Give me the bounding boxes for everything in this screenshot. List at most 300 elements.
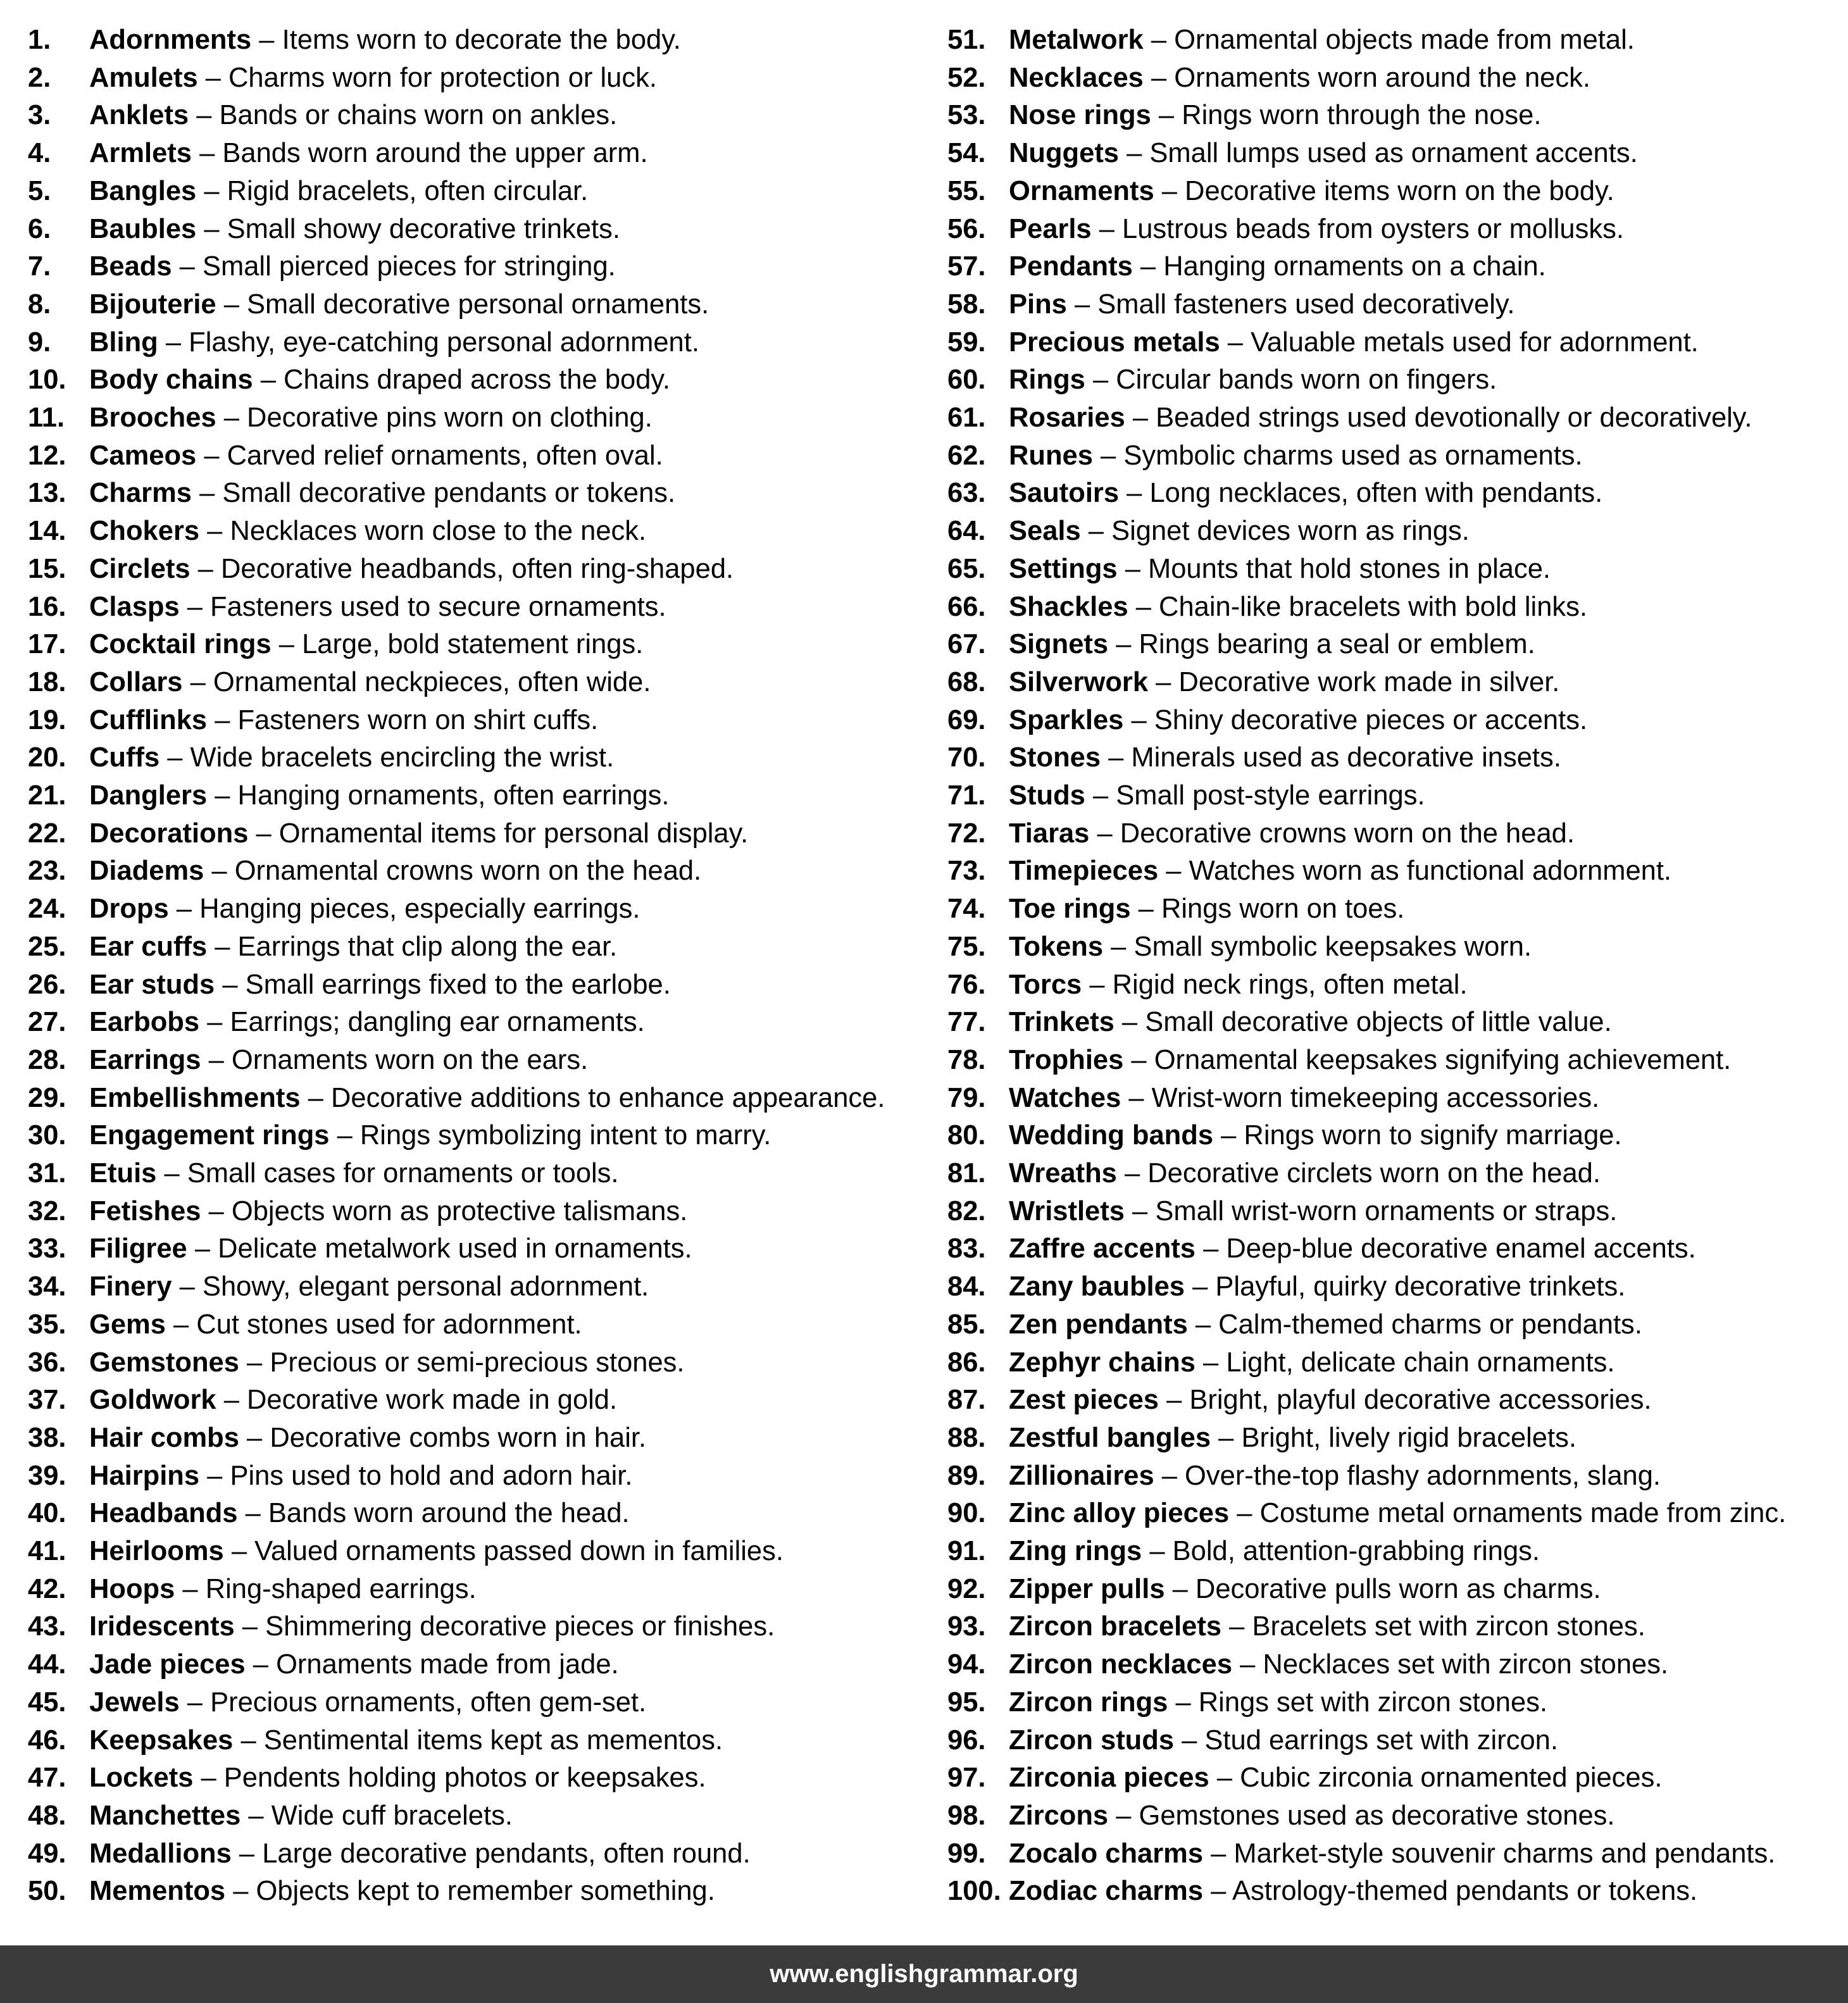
item-definition: Items worn to decorate the body. <box>282 25 681 55</box>
item-definition: Delicate metalwork used in ornaments. <box>218 1233 692 1264</box>
item-number: 12. <box>28 440 66 471</box>
item-number: 91. <box>947 1536 986 1566</box>
item-text <box>89 1041 588 1079</box>
item-text <box>89 512 646 550</box>
item-number: 13. <box>28 478 66 509</box>
item-separator: – <box>1211 1838 1227 1869</box>
item-separator: – <box>1161 175 1177 206</box>
item-text <box>1009 1079 1599 1117</box>
item-text <box>1009 739 1561 777</box>
item-definition: Long necklaces, often with pendants. <box>1149 478 1603 509</box>
item-number: 73. <box>947 856 986 887</box>
item-text <box>89 1154 619 1192</box>
item-separator: – <box>190 666 206 697</box>
item-number: 71. <box>947 780 986 811</box>
item-separator: – <box>176 894 192 925</box>
item-separator: – <box>164 1158 180 1189</box>
item-definition: Watches worn as functional adornment. <box>1189 856 1672 887</box>
item-term: Hairpins <box>89 1460 200 1491</box>
item-separator: – <box>1127 138 1142 169</box>
item-term: Cameos <box>89 440 197 471</box>
item-term: Tiaras <box>1009 818 1090 849</box>
item-number: 2. <box>28 62 51 93</box>
item-definition: Bold, attention-grabbing rings. <box>1172 1536 1540 1566</box>
item-term: Zillionaires <box>1009 1460 1154 1491</box>
item-term: Gems <box>89 1309 166 1340</box>
item-term: Hair combs <box>89 1422 239 1453</box>
item-text <box>1009 1268 1625 1306</box>
item-number: 66. <box>947 591 986 622</box>
item-definition: Decorative circlets worn on the head. <box>1147 1158 1601 1189</box>
item-number: 42. <box>28 1573 66 1604</box>
item-text <box>1009 247 1546 285</box>
item-term: Zircon bracelets <box>1009 1611 1222 1642</box>
item-definition: Precious ornaments, often gem-set. <box>210 1687 647 1718</box>
item-term: Charms <box>89 478 192 509</box>
item-number: 7. <box>28 251 51 282</box>
item-number: 52. <box>947 62 986 93</box>
item-separator: – <box>1156 666 1171 697</box>
item-number: 92. <box>947 1573 986 1604</box>
item-text <box>89 1381 617 1419</box>
item-number: 50. <box>28 1876 66 1907</box>
item-term: Rosaries <box>1009 402 1125 433</box>
item-number: 6. <box>28 213 51 244</box>
item-number: 90. <box>947 1498 986 1529</box>
footer-website-link[interactable]: www.englishgrammar.org <box>770 1960 1078 1988</box>
item-term: Zodiac charms <box>1009 1876 1204 1907</box>
item-separator: – <box>165 327 182 358</box>
item-separator: – <box>173 1309 189 1340</box>
item-number: 86. <box>947 1347 986 1378</box>
item-number: 27. <box>28 1007 66 1038</box>
item-term: Wreaths <box>1009 1158 1117 1189</box>
item-definition: Large, bold statement rings. <box>302 629 644 660</box>
item-term: Hoops <box>89 1573 175 1604</box>
item-separator: – <box>179 251 195 282</box>
item-definition: Mounts that hold stones in place. <box>1148 553 1551 584</box>
item-term: Zephyr chains <box>1009 1347 1196 1378</box>
item-separator: – <box>1097 818 1113 849</box>
item-term: Signets <box>1009 629 1109 660</box>
item-number: 34. <box>28 1271 66 1302</box>
item-number: 70. <box>947 742 986 773</box>
item-term: Iridescents <box>89 1611 235 1642</box>
item-definition: Bands worn around the head. <box>268 1498 630 1529</box>
item-text <box>1009 134 1638 172</box>
item-number: 19. <box>28 704 66 735</box>
item-definition: Ornamental crowns worn on the head. <box>234 856 702 887</box>
item-separator: – <box>187 591 203 622</box>
item-definition: Rings worn to signify marriage. <box>1244 1120 1622 1151</box>
item-number: 87. <box>947 1385 986 1416</box>
item-separator: – <box>1074 289 1090 320</box>
item-term: Wristlets <box>1009 1195 1125 1226</box>
item-number: 85. <box>947 1309 986 1340</box>
item-term: Silverwork <box>1009 666 1149 697</box>
item-text <box>1009 210 1624 248</box>
item-term: Bijouterie <box>89 289 216 320</box>
item-definition: Shimmering decorative pieces or finishes. <box>265 1611 775 1642</box>
item-number: 56. <box>947 213 986 244</box>
item-separator: – <box>1140 251 1156 282</box>
item-text <box>89 1721 723 1759</box>
item-separator: – <box>1127 478 1142 509</box>
item-number: 46. <box>28 1725 66 1756</box>
item-separator: – <box>1101 440 1116 471</box>
item-term: Etuis <box>89 1158 157 1189</box>
item-text <box>1009 285 1515 323</box>
item-number: 75. <box>947 931 986 962</box>
item-separator: – <box>259 25 275 55</box>
item-term: Medallions <box>89 1838 232 1869</box>
item-separator: – <box>167 742 183 773</box>
item-text <box>1009 1306 1642 1344</box>
item-separator: – <box>215 704 230 735</box>
item-text <box>89 1457 632 1495</box>
item-term: Baubles <box>89 213 197 244</box>
item-number: 58. <box>947 289 986 320</box>
item-definition: Rings bearing a seal or emblem. <box>1139 629 1535 660</box>
item-definition: Valuable metals used for adornment. <box>1251 327 1699 358</box>
item-number: 9. <box>28 327 51 358</box>
item-number: 89. <box>947 1460 986 1491</box>
item-text <box>89 966 671 1004</box>
item-definition: Deep-blue decorative enamel accents. <box>1226 1233 1696 1264</box>
item-separator: – <box>1116 1800 1132 1831</box>
item-text <box>89 474 675 512</box>
item-separator: – <box>204 213 220 244</box>
item-number: 36. <box>28 1347 66 1378</box>
item-separator: – <box>1158 100 1175 131</box>
item-text <box>1009 890 1404 928</box>
item-term: Filigree <box>89 1233 187 1264</box>
item-definition: Decorative work made in gold. <box>246 1385 618 1416</box>
item-number: 1. <box>28 25 51 55</box>
item-text <box>1009 323 1699 361</box>
item-number: 37. <box>28 1385 66 1416</box>
item-term: Headbands <box>89 1498 238 1529</box>
item-number: 83. <box>947 1233 986 1264</box>
item-text <box>1009 59 1590 97</box>
item-separator: – <box>1151 62 1167 93</box>
item-text <box>89 247 616 285</box>
item-term: Heirlooms <box>89 1536 224 1566</box>
item-number: 25. <box>28 931 66 962</box>
item-number: 60. <box>947 365 986 396</box>
item-separator: – <box>233 1876 249 1907</box>
item-number: 18. <box>28 666 66 697</box>
item-term: Toe rings <box>1009 894 1131 925</box>
item-separator: – <box>1161 1460 1177 1491</box>
item-text <box>1009 966 1468 1004</box>
item-term: Tokens <box>1009 931 1104 962</box>
item-text <box>89 1759 706 1797</box>
item-separator: – <box>1149 1536 1165 1566</box>
item-definition: Cut stones used for adornment. <box>196 1309 582 1340</box>
item-definition: Costume metal ornaments made from zinc. <box>1259 1498 1787 1529</box>
item-separator: – <box>204 175 220 206</box>
item-text <box>1009 777 1425 814</box>
item-text <box>1009 1607 1645 1645</box>
item-text <box>1009 21 1635 59</box>
item-number: 99. <box>947 1838 986 1869</box>
item-definition: Small wrist-worn ornaments or straps. <box>1155 1195 1618 1226</box>
item-number: 95. <box>947 1687 986 1718</box>
item-term: Zaffre accents <box>1009 1233 1196 1264</box>
item-definition: Showy, elegant personal adornment. <box>202 1271 649 1302</box>
item-text <box>89 890 640 928</box>
item-term: Fetishes <box>89 1195 201 1226</box>
item-term: Rings <box>1009 365 1085 396</box>
item-number: 31. <box>28 1158 66 1189</box>
item-text <box>89 361 670 399</box>
item-separator: – <box>253 1649 268 1680</box>
item-separator: – <box>1111 931 1127 962</box>
item-text <box>1009 852 1671 890</box>
item-text <box>89 1872 715 1910</box>
item-text <box>1009 437 1583 475</box>
item-definition: Large decorative pendants, often round. <box>262 1838 751 1869</box>
item-separator: – <box>223 1385 239 1416</box>
item-definition: Wide cuff bracelets. <box>271 1800 513 1831</box>
item-separator: – <box>1131 704 1147 735</box>
item-term: Nose rings <box>1009 100 1151 131</box>
item-definition: Charms worn for protection or luck. <box>228 62 657 93</box>
item-term: Metalwork <box>1009 25 1144 55</box>
item-text <box>89 1306 582 1344</box>
item-definition: Bands worn around the upper arm. <box>222 138 648 169</box>
item-definition: Calm-themed charms or pendants. <box>1218 1309 1642 1340</box>
item-text <box>89 1797 513 1835</box>
item-definition: Signet devices worn as rings. <box>1111 516 1470 547</box>
item-number: 14. <box>28 516 66 547</box>
item-text <box>1009 663 1559 701</box>
item-definition: Circular bands worn on fingers. <box>1116 365 1497 396</box>
item-separator: – <box>1211 1876 1227 1907</box>
item-separator: – <box>199 478 215 509</box>
item-term: Lockets <box>89 1763 194 1794</box>
item-separator: – <box>223 402 239 433</box>
item-separator: – <box>1227 327 1243 358</box>
item-term: Danglers <box>89 780 208 811</box>
item-number: 65. <box>947 553 986 584</box>
item-definition: Small cases for ornaments or tools. <box>187 1158 619 1189</box>
item-number: 69. <box>947 704 986 735</box>
item-text <box>1009 1494 1786 1532</box>
item-definition: Small fasteners used decoratively. <box>1097 289 1515 320</box>
item-definition: Small decorative personal ornaments. <box>247 289 709 320</box>
item-text <box>89 1116 771 1154</box>
item-number: 10. <box>28 365 66 396</box>
item-definition: Playful, quirky decorative trinkets. <box>1215 1271 1626 1302</box>
item-text <box>89 1192 687 1230</box>
item-number: 17. <box>28 629 66 660</box>
item-separator: – <box>208 1044 224 1075</box>
item-text <box>1009 1872 1697 1910</box>
item-separator: – <box>308 1082 323 1113</box>
item-separator: – <box>1221 1120 1237 1151</box>
item-definition: Decorative additions to enhance appearance. <box>331 1082 885 1113</box>
item-separator: – <box>1182 1725 1197 1756</box>
item-definition: Rigid neck rings, often metal. <box>1112 969 1468 1000</box>
item-separator: – <box>247 1422 263 1453</box>
item-term: Armlets <box>89 138 192 169</box>
item-definition: Objects worn as protective talismans. <box>231 1195 688 1226</box>
item-definition: Decorative pulls worn as charms. <box>1195 1573 1601 1604</box>
item-text <box>89 323 699 361</box>
item-term: Seals <box>1009 516 1081 547</box>
item-number: 97. <box>947 1763 986 1794</box>
item-separator: – <box>204 440 220 471</box>
item-term: Trinkets <box>1009 1007 1114 1038</box>
item-text <box>1009 1759 1662 1797</box>
item-number: 21. <box>28 780 66 811</box>
item-term: Sautoirs <box>1009 478 1120 509</box>
item-definition: Rings set with zircon stones. <box>1198 1687 1547 1718</box>
item-term: Zest pieces <box>1009 1385 1159 1416</box>
item-term: Torcs <box>1009 969 1082 1000</box>
item-number: 11. <box>28 402 65 433</box>
item-text <box>1009 1532 1540 1570</box>
item-number: 48. <box>28 1800 66 1831</box>
item-separator: – <box>1175 1687 1191 1718</box>
item-separator: – <box>1166 1385 1182 1416</box>
item-definition: Precious or semi-precious stones. <box>270 1347 685 1378</box>
item-separator: – <box>1131 1044 1147 1075</box>
item-term: Amulets <box>89 62 198 93</box>
item-definition: Ornamental keepsakes signifying achievement. <box>1154 1044 1732 1075</box>
item-number: 38. <box>28 1422 66 1453</box>
item-definition: Decorative work made in silver. <box>1178 666 1560 697</box>
item-text <box>89 1344 685 1382</box>
item-separator: – <box>240 1725 256 1756</box>
item-text <box>89 1419 646 1457</box>
item-number: 96. <box>947 1725 986 1756</box>
item-term: Drops <box>89 894 169 925</box>
item-text <box>1009 1041 1731 1079</box>
item-text <box>1009 1003 1612 1041</box>
item-separator: – <box>194 1233 211 1264</box>
item-number: 47. <box>28 1763 66 1794</box>
item-separator: – <box>1125 553 1140 584</box>
item-text <box>1009 1154 1601 1192</box>
item-definition: Bands or chains worn on ankles. <box>219 100 618 131</box>
item-definition: Fasteners worn on shirt cuffs. <box>237 704 599 735</box>
item-separator: – <box>242 1611 258 1642</box>
item-number: 84. <box>947 1271 986 1302</box>
item-number: 26. <box>28 969 66 1000</box>
item-text <box>1009 1570 1601 1608</box>
item-number: 80. <box>947 1120 986 1151</box>
item-separator: – <box>1108 742 1124 773</box>
item-definition: Chains draped across the body. <box>284 365 671 396</box>
item-separator: – <box>256 818 272 849</box>
item-term: Zocalo charms <box>1009 1838 1204 1869</box>
item-text <box>89 852 701 890</box>
item-number: 28. <box>28 1044 66 1075</box>
item-term: Jewels <box>89 1687 180 1718</box>
item-term: Gemstones <box>89 1347 239 1378</box>
item-definition: Small showy decorative trinkets. <box>227 213 620 244</box>
footer-bar <box>0 1945 1848 2003</box>
item-definition: Sentimental items kept as mementos. <box>263 1725 723 1756</box>
item-definition: Small lumps used as ornament accents. <box>1149 138 1638 169</box>
item-text <box>1009 1645 1668 1683</box>
item-text <box>1009 1230 1696 1268</box>
item-separator: – <box>1172 1573 1188 1604</box>
item-text <box>1009 399 1752 437</box>
item-text <box>89 814 748 852</box>
item-separator: – <box>337 1120 353 1151</box>
item-separator: – <box>1121 1007 1138 1038</box>
item-separator: – <box>207 1460 223 1491</box>
item-text <box>89 1645 619 1683</box>
item-separator: – <box>1203 1233 1219 1264</box>
item-text <box>89 739 614 777</box>
item-number: 15. <box>28 553 66 584</box>
item-term: Zirconia pieces <box>1009 1763 1209 1794</box>
item-number: 81. <box>947 1158 986 1189</box>
item-number: 82. <box>947 1195 986 1226</box>
item-number: 32. <box>28 1195 66 1226</box>
item-definition: Small decorative pendants or tokens. <box>222 478 676 509</box>
item-number: 8. <box>28 289 51 320</box>
item-text <box>89 1570 477 1608</box>
item-term: Jade pieces <box>89 1649 246 1680</box>
item-definition: Ornaments worn around the neck. <box>1174 62 1590 93</box>
item-definition: Ornamental neckpieces, often wide. <box>213 666 651 697</box>
item-separator: – <box>1192 1271 1208 1302</box>
item-definition: Decorative combs worn in hair. <box>270 1422 647 1453</box>
item-text <box>1009 550 1551 588</box>
item-definition: Ornamental objects made from metal. <box>1174 25 1635 55</box>
item-term: Runes <box>1009 440 1093 471</box>
item-text <box>89 1494 630 1532</box>
item-number: 23. <box>28 856 66 887</box>
item-text <box>1009 1116 1622 1154</box>
item-separator: – <box>187 1687 203 1718</box>
item-separator: – <box>1195 1309 1211 1340</box>
item-text <box>1009 1419 1576 1457</box>
item-text <box>1009 928 1532 966</box>
item-number: 29. <box>28 1082 66 1113</box>
item-definition: Ring-shaped earrings. <box>205 1573 477 1604</box>
item-number: 5. <box>28 175 51 206</box>
item-text <box>89 1003 645 1041</box>
item-definition: Wide bracelets encircling the wrist. <box>190 742 615 773</box>
item-term: Zing rings <box>1009 1536 1142 1566</box>
item-term: Watches <box>1009 1082 1121 1113</box>
item-definition: Hanging ornaments, often earrings. <box>237 780 670 811</box>
item-number: 100. <box>947 1876 1001 1907</box>
item-number: 76. <box>947 969 986 1000</box>
item-definition: Stud earrings set with zircon. <box>1204 1725 1558 1756</box>
item-separator: – <box>1116 629 1132 660</box>
item-separator: – <box>1128 1082 1144 1113</box>
item-number: 24. <box>28 894 66 925</box>
item-separator: – <box>1203 1347 1219 1378</box>
item-text <box>89 701 598 739</box>
item-text <box>89 777 669 814</box>
item-text <box>89 928 617 966</box>
item-text <box>89 1230 692 1268</box>
item-term: Circlets <box>89 553 190 584</box>
item-number: 53. <box>947 100 986 131</box>
item-definition: Chain-like bracelets with bold links. <box>1159 591 1587 622</box>
item-term: Shackles <box>1009 591 1128 622</box>
item-definition: Gemstones used as decorative stones. <box>1139 1800 1615 1831</box>
